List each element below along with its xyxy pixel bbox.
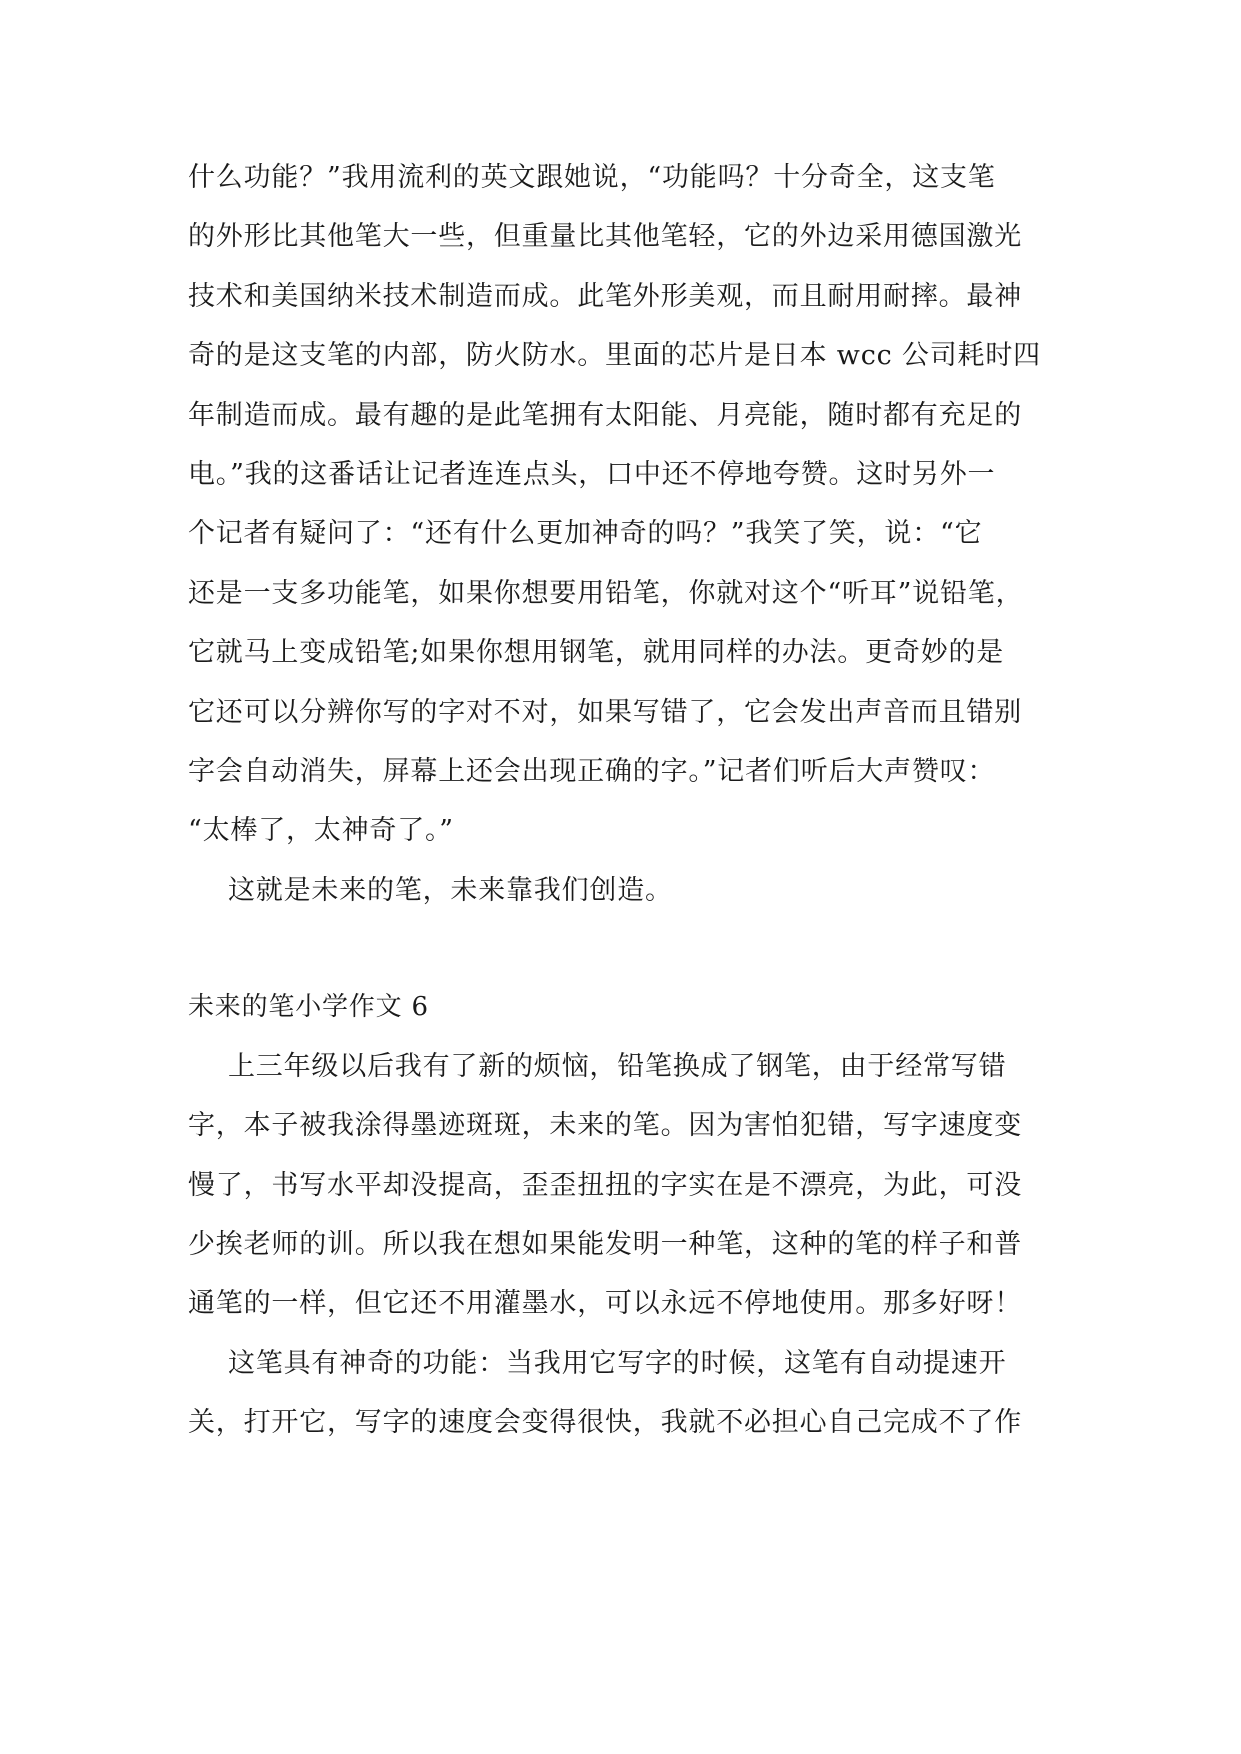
- text-line: 技术和美国纳米技术制造而成。此笔外形美观，而且耐用耐摔。最神: [188, 281, 1022, 312]
- text-line: 个记者有疑问了：“还有什么更加神奇的吗？”我笑了笑，说：“它: [188, 518, 983, 549]
- text-line: 什么功能？”我用流利的英文跟她说，“功能吗？十分奇全，这支笔: [188, 162, 996, 193]
- text-line: 还是一支多功能笔，如果你想要用铅笔，你就对这个“听耳”说铅笔，: [188, 578, 1024, 609]
- text-line: 的外形比其他笔大一些，但重量比其他笔轻，它的外边采用德国激光: [188, 221, 1022, 252]
- text-line: 关，打开它，写字的速度会变得很快，我就不必担心自己完成不了作: [188, 1407, 1022, 1438]
- closing-line: 这就是未来的笔，未来靠我们创造。: [228, 875, 673, 906]
- text-line: 这笔具有神奇的功能：当我用它写字的时候，这笔有自动提速开: [228, 1348, 1007, 1379]
- text-line: 通笔的一样，但它还不用灌墨水，可以永远不停地使用。那多好呀！: [188, 1288, 1022, 1319]
- text-line: 慢了，书写水平却没提高，歪歪扭扭的字实在是不漂亮，为此，可没: [188, 1170, 1022, 1201]
- text-line: 电。”我的这番话让记者连连点头，口中还不停地夸赞。这时另外一: [188, 459, 996, 490]
- text-line: 少挨老师的训。所以我在想如果能发明一种笔，这种的笔的样子和普: [188, 1229, 1022, 1260]
- section-title: 未来的笔小学作文 6: [188, 992, 429, 1022]
- text-line: 它就马上变成铅笔;如果你想用钢笔，就用同样的办法。更奇妙的是: [188, 637, 1005, 668]
- text-line: 上三年级以后我有了新的烦恼，铅笔换成了钢笔，由于经常写错: [228, 1051, 1007, 1082]
- text-line: 奇的是这支笔的内部，防火防水。里面的芯片是日本 wcc 公司耗时四: [188, 340, 1041, 371]
- text-line: 它还可以分辨你写的字对不对，如果写错了，它会发出声音而且错别: [188, 697, 1022, 728]
- text-line: “太棒了，太神奇了。”: [188, 815, 454, 846]
- text-line: 字会自动消失，屏幕上还会出现正确的字。”记者们听后大声赞叹：: [188, 756, 996, 787]
- text-line: 字，本子被我涂得墨迹斑斑，未来的笔。因为害怕犯错，写字速度变: [188, 1110, 1022, 1141]
- text-line: 年制造而成。最有趣的是此笔拥有太阳能、月亮能，随时都有充足的: [188, 400, 1022, 431]
